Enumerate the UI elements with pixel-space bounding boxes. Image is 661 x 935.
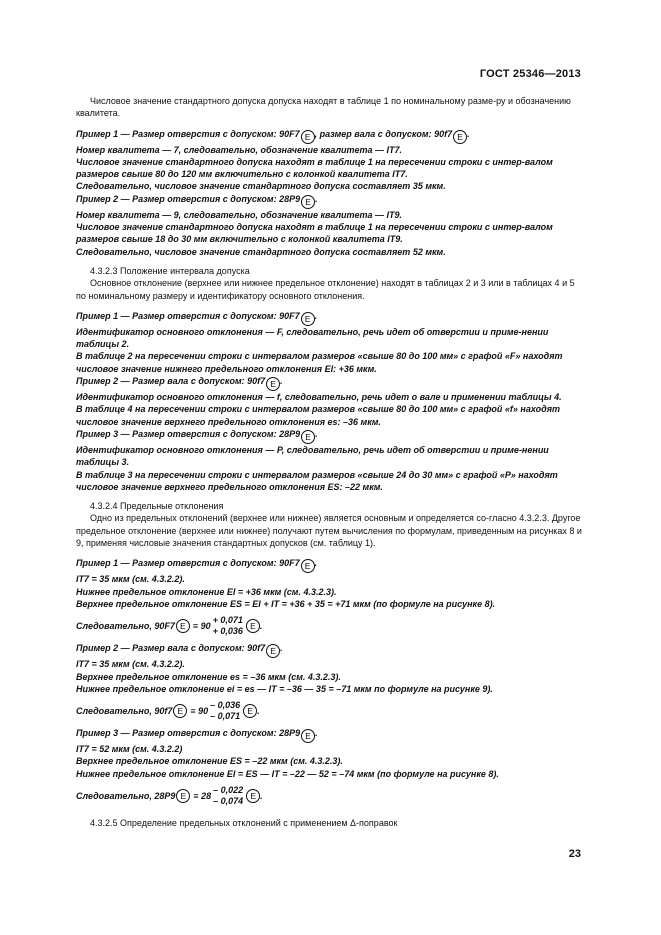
envelope-symbol: E xyxy=(173,704,187,718)
example-3-line: Верхнее предельное отклонение ES = –22 мкм (см. 4.3.2.3). xyxy=(76,756,343,767)
envelope-symbol: E xyxy=(301,430,315,444)
envelope-symbol: E xyxy=(243,704,257,718)
envelope-symbol: E xyxy=(246,789,260,803)
example-1-line: В таблице 2 на пересечении строки с интервалом размеров «свыше 80 до 100 мм» с графой «F» находят числовое значение нижнего предельного отклонения EI: +36 мкм. xyxy=(76,351,563,374)
example-1-line: IT7 = 35 мкм (см. 4.3.2.2). xyxy=(76,574,185,585)
example-3-line: Идентификатор основного отклонения — Р, следовательно, речь идет об отверстии и приме-нении таблицы 3. xyxy=(76,444,549,468)
document-code: ГОСТ 25346—2013 xyxy=(479,68,581,80)
section-heading-4325: 4.3.2.5 Определение предельных отклонений с применением Δ-поправок xyxy=(90,817,398,828)
intro-text: Числовое значение стандартного допуска допуска находят в таблице 1 по номинальному разме-ру и обозначению квалитета. xyxy=(76,96,571,119)
example-1-line: Номер квалитета — 7, следовательно, обозначение квалитета — IT7. xyxy=(76,144,402,155)
envelope-symbol: E xyxy=(176,789,190,803)
example-2-line: В таблице 4 на пересечении строки с интервалом размеров «свыше 80 до 100 мм» с графой «f» находят числовое значение верхнего предельного отклонения es: –36 мкм. xyxy=(76,404,561,427)
example-1-line: Следовательно, числовое значение стандартного допуска составляет 35 мкм. xyxy=(76,181,446,192)
example-1-line: Верхнее предельное отклонение ES = EI + IT = +36 + 35 = +71 мкм (по формуле на рисунке 8). xyxy=(76,598,496,609)
deviation-fraction: + 0,071 + 0,036 xyxy=(212,615,243,637)
example-1: Пример 1 — Размер отверстия с допуском: 90F7 E , размер вала с допуском: 90f7 E . xyxy=(76,128,470,142)
example-group-tolerance xyxy=(76,128,582,258)
example-3-line: IT7 = 52 мкм (см. 4.3.2.2) xyxy=(76,744,183,755)
example-1-line: Идентификатор основного отклонения — F, следовательно, речь идет об отверстии и приме-нении таблицы 2. xyxy=(76,326,549,350)
example-2-result: Следовательно, 90f7 E ≡ 90 – 0,036 – 0,071 E . xyxy=(76,700,260,722)
page-number: 23 xyxy=(568,848,581,860)
example-3: Пример 3 — Размер отверстия с допуском: 28P9 E . xyxy=(76,728,318,742)
example-2-line: Верхнее предельное отклонение es = –36 мкм (см. 4.3.2.3). xyxy=(76,671,341,682)
section-heading-4324: 4.3.2.4 Предельные отклонения xyxy=(90,501,224,512)
envelope-symbol: E xyxy=(266,644,280,658)
example-1-line: Числовое значение стандартного допуска находят в таблице 1 на пересечении строки с интер-валом размеров свыше 80 до 120 мм включительно с колонкой квалитета IT7. xyxy=(76,156,553,180)
example-2-line: Следовательно, числовое значение стандартного допуска составляет 52 мкм. xyxy=(76,246,446,257)
example-1-result: Следовательно, 90F7 E ≡ 90 + 0,071 + 0,036 E . xyxy=(76,615,263,637)
example-2-line: Числовое значение стандартного допуска находят в таблице 1 на пересечении строки с интер-валом размеров свыше 18 до 30 мм включительно с колонкой квалитета IT9. xyxy=(76,222,553,245)
example-1-line: Нижнее предельное отклонение EI = +36 мкм (см. 4.3.2.3). xyxy=(76,586,337,597)
example-2-line: IT7 = 35 мкм (см. 4.3.2.2). xyxy=(76,659,185,670)
envelope-symbol: E xyxy=(301,130,315,144)
section-4323-text: Основное отклонение (верхнее или нижнее предельное отклонение) находят в таблицах 2 и 3 или в таблицах 4 и 5 по номинальному размеру и идентификатору основного отклонения. xyxy=(76,278,575,301)
example-3-line: В таблице 3 на пересечении строки с интервалом размеров «свыше 24 до 30 мм» с графой «Р» находят числовое значение верхнего предельного отклонения ES: –22 мкм. xyxy=(76,469,558,492)
example-2-line: Идентификатор основного отклонения — f, следовательно, речь идет о вале и применении таблицы 4. xyxy=(76,392,562,403)
envelope-symbol: E xyxy=(301,729,315,743)
example-2-line: Номер квалитета — 9, следовательно, обозначение квалитета — IT9. xyxy=(76,209,402,220)
envelope-symbol: E xyxy=(266,377,280,391)
envelope-symbol: E xyxy=(301,195,315,209)
example-1: Пример 1 — Размер отверстия с допуском: 90F7 E . xyxy=(76,558,318,572)
section-heading-4323: 4.3.2.3 Положение интервала допуска xyxy=(90,265,250,276)
example-group-limits xyxy=(76,557,582,810)
example-2: Пример 2 — Размер отверстия с допуском: 28P9 E . xyxy=(76,193,318,207)
section-4324-text: Одно из предельных отклонений (верхнее или нижнее) является основным и определяется со-гласно 4.3.2.3. Другое предельное отклонение (верхнее или нижнее) получают путем вычисления по формулам, приведенным на рисунках 8 и 9, применяя числовые значения стандартных допусков (см. таблицу 1). xyxy=(76,513,582,549)
envelope-symbol: E xyxy=(301,559,315,573)
envelope-symbol: E xyxy=(246,619,260,633)
example-2: Пример 2 — Размер вала с допуском: 90f7 E . xyxy=(76,376,283,390)
envelope-symbol: E xyxy=(301,312,315,326)
deviation-fraction: – 0,022 – 0,074 xyxy=(213,784,244,806)
example-group-deviation xyxy=(76,310,582,493)
intro-paragraph xyxy=(76,95,582,120)
page-body xyxy=(76,95,582,829)
deviation-fraction: – 0,036 – 0,071 xyxy=(210,700,241,722)
example-3-result: Следовательно, 28P9 E ≡ 28 – 0,022 – 0,074 E . xyxy=(76,784,263,806)
envelope-symbol: E xyxy=(176,619,190,633)
example-3: Пример 3 — Размер отверстия с допуском: 28P9 E . xyxy=(76,428,318,442)
example-2-line: Нижнее предельное отклонение ei = es — IT = –36 — 35 = –71 мкм по формуле на рисунке 9). xyxy=(76,683,493,694)
envelope-symbol: E xyxy=(453,130,467,144)
example-3-line: Нижнее предельное отклонение EI = ES — IT = –22 — 52 = –74 мкм (по формуле на рисунке 8). xyxy=(76,768,499,779)
example-1: Пример 1 — Размер отверстия с допуском: 90F7 E . xyxy=(76,310,318,324)
example-2: Пример 2 — Размер вала с допуском: 90f7 E . xyxy=(76,643,283,657)
